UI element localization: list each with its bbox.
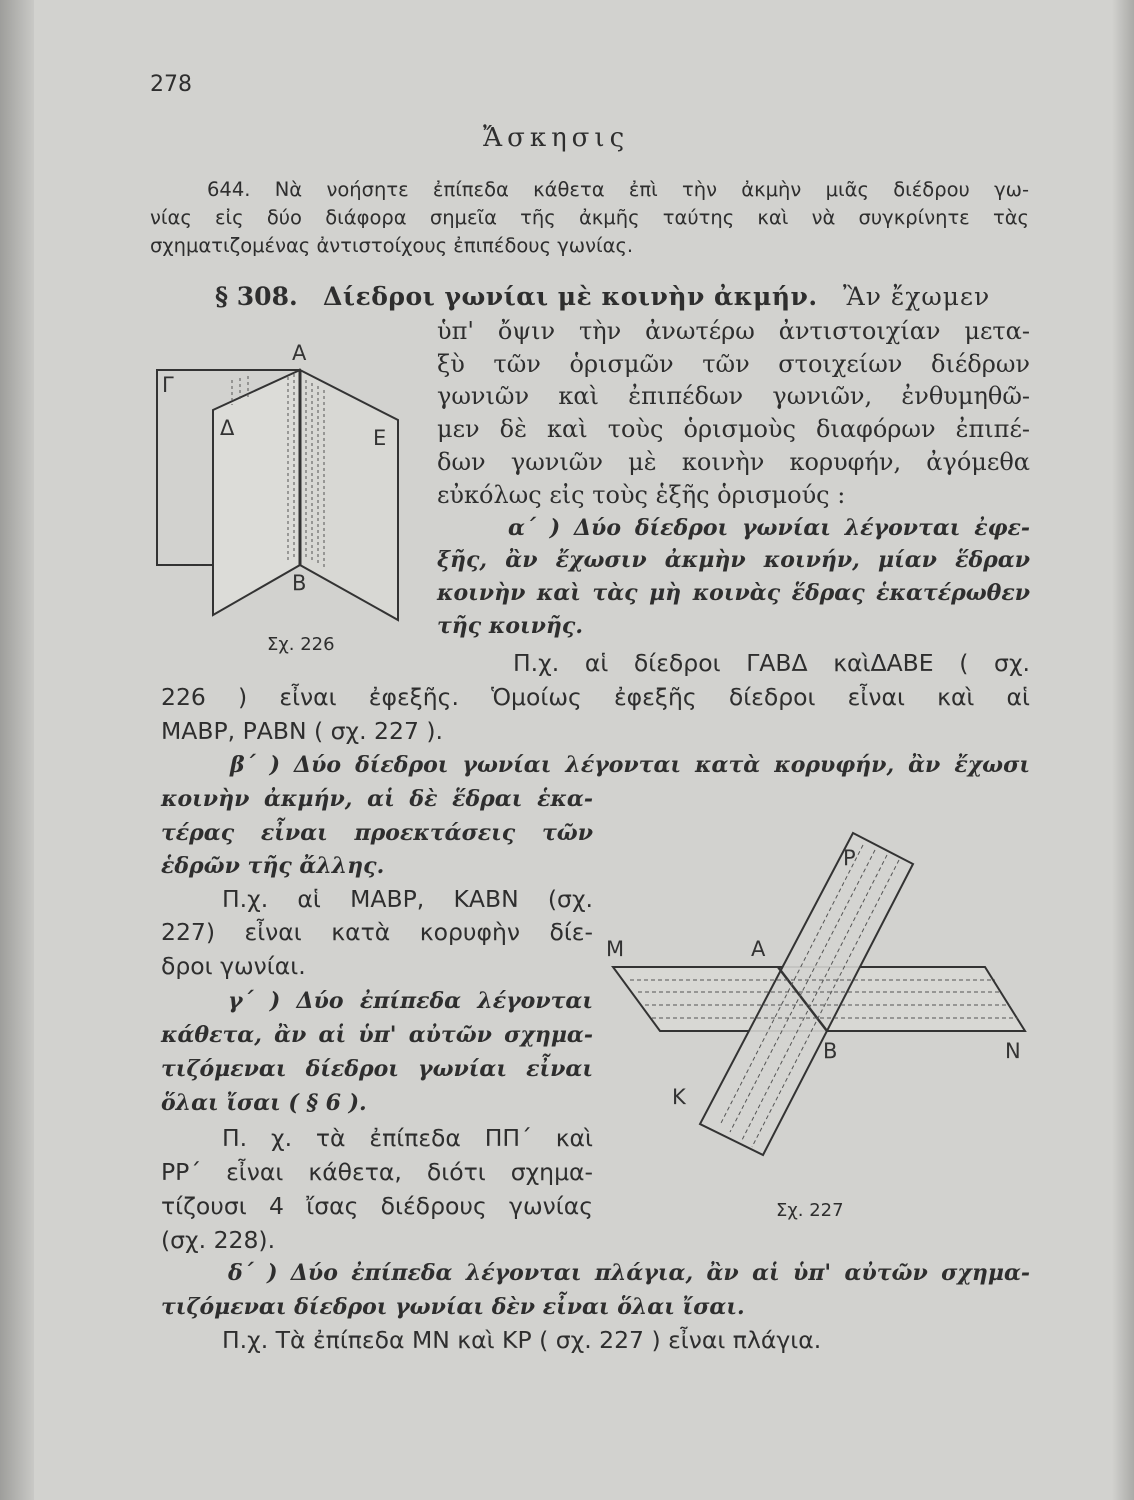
definition-b-example: 227) εἶναι κατὰ κορυφὴν δίε- [161,918,593,946]
section-intro-start: Ἂν ἔχωμεν [843,282,991,311]
definition-a-example: Π.χ. αἱ δίεδροι ΓΑΒΔ καὶΔΑΒΕ ( σχ. [513,649,1030,677]
definition-c-line: ὅλαι ἴσαι ( § 6 ). [161,1090,367,1116]
definition-d-example: Π.χ. Τὰ ἐπίπεδα ΜΝ καὶ ΚΡ ( σχ. 227 ) εἶναι πλάγια. [222,1326,822,1354]
definition-a-line: τῆς κοινῆς. [437,613,583,639]
figure-226-caption: Σχ. 226 [267,634,335,655]
definition-c-line: γ΄ ) Δύο ἐπίπεδα λέγονται [228,988,593,1014]
exercise-line: 644. Νὰ νοήσητε ἐπίπεδα κάθετα ἐπὶ τὴν ἀκμὴν μιᾶς διέδρου γω- [207,178,1029,201]
fig226-label-d: Δ [220,416,235,440]
fig227-label-n: Ν [1005,1039,1021,1063]
fig226-label-a: Α [292,341,307,365]
exercise-heading: Ἄσκησις [483,123,630,153]
definition-a-line: ξῆς, ἂν ἔχωσιν ἀκμὴν κοινήν, μίαν ἕδραν [437,547,1030,573]
definition-b-example: δροι γωνίαι. [161,952,306,980]
section-intro-line: μεν δὲ καὶ τοὺς ὁρισμοὺς διαφόρων ἐπιπέ- [437,415,1030,443]
section-intro-line: ὑπ' ὄψιν τὴν ἀνωτέρω ἀντιστοιχίαν μετα- [437,317,1030,345]
fig227-label-a: Α [751,937,766,961]
definition-c-example: τίζουσι 4 ἴσας διέδρους γωνίας [161,1192,593,1220]
definition-b-line: τέρας εἶναι προεκτάσεις τῶν [161,820,593,846]
definition-c-line: κάθετα, ἂν αἱ ὑπ' αὐτῶν σχημα- [161,1022,593,1048]
section-intro-line: ξὺ τῶν ὁρισμῶν τῶν στοιχείων διέδρων [437,350,1030,378]
definition-b-line: ἑδρῶν τῆς ἄλλης. [161,853,385,879]
definition-c-example: Π. χ. τὰ ἐπίπεδα ΠΠ΄ καὶ [222,1124,593,1152]
definition-a-line: κοινὴν καὶ τὰς μὴ κοινὰς ἕδρας ἑκατέρωθεν [437,580,1030,606]
definition-b-example: Π.χ. αἱ ΜΑΒΡ, ΚΑΒΝ (σχ. [222,885,593,913]
fig227-label-k: Κ [672,1085,686,1109]
definition-d-line: τιζόμεναι δίεδροι γωνίαι δὲν εἶναι ὅλαι ἴσαι. [161,1294,745,1320]
fig226-label-g: Γ [162,373,174,397]
fig226-label-b: Β [292,571,307,595]
fig227-label-b: Β [823,1039,838,1063]
fig226-label-e: Ε [373,426,387,450]
definition-a-example: ΜΑΒΡ, ΡΑΒΝ ( σχ. 227 ). [161,717,444,745]
definition-c-line: τιζόμεναι δίεδροι γωνίαι εἶναι [161,1056,593,1082]
page-number: 278 [150,72,192,97]
section-intro-line: γωνιῶν καὶ ἐπιπέδων γωνιῶν, ἐνθυμηθῶ- [437,382,1030,410]
exercise-line: νίας εἰς δύο διάφορα σημεῖα τῆς ἀκμῆς ταύτης καὶ νὰ συγκρίνητε τὰς [150,206,1029,229]
fig227-label-m: Μ [606,937,625,961]
definition-a-line: α΄ ) Δύο δίεδροι γωνίαι λέγονται ἐφε- [508,515,1030,541]
definition-d-line: δ΄ ) Δύο ἐπίπεδα λέγονται πλάγια, ἂν αἱ ὑπ' αὐτῶν σχημα- [228,1260,1030,1286]
definition-c-example: (σχ. 228). [161,1226,276,1254]
section-intro-line: δων γωνιῶν μὲ κοινὴν κορυφήν, ἀγόμεθα [437,448,1030,476]
figure-227-caption: Σχ. 227 [776,1200,844,1221]
section-number: § 308. [215,282,298,311]
fig227-label-p: Ρ [843,846,856,870]
definition-a-example: 226 ) εἶναι ἐφεξῆς. Ὁμοίως ἐφεξῆς δίεδροι εἶναι καὶ αἱ [161,683,1030,711]
exercise-line: σχηματιζομένας ἀντιστοίχους ἐπιπέδους γωνίας. [150,234,634,257]
section-title: Δίεδροι γωνίαι μὲ κοινὴν ἀκμήν. [323,282,818,311]
definition-b-line: β΄ ) Δύο δίεδροι γωνίαι λέγονται κατὰ κορυφήν, ἂν ἔχωσι [230,752,1030,778]
definition-b-line: κοινὴν ἀκμήν, αἱ δὲ ἕδραι ἑκα- [161,786,593,812]
definition-c-example: ΡΡ΄ εἶναι κάθετα, διότι σχημα- [161,1158,593,1186]
section-intro-line: εὐκόλως εἰς τοὺς ἑξῆς ὁρισμούς : [437,481,846,509]
